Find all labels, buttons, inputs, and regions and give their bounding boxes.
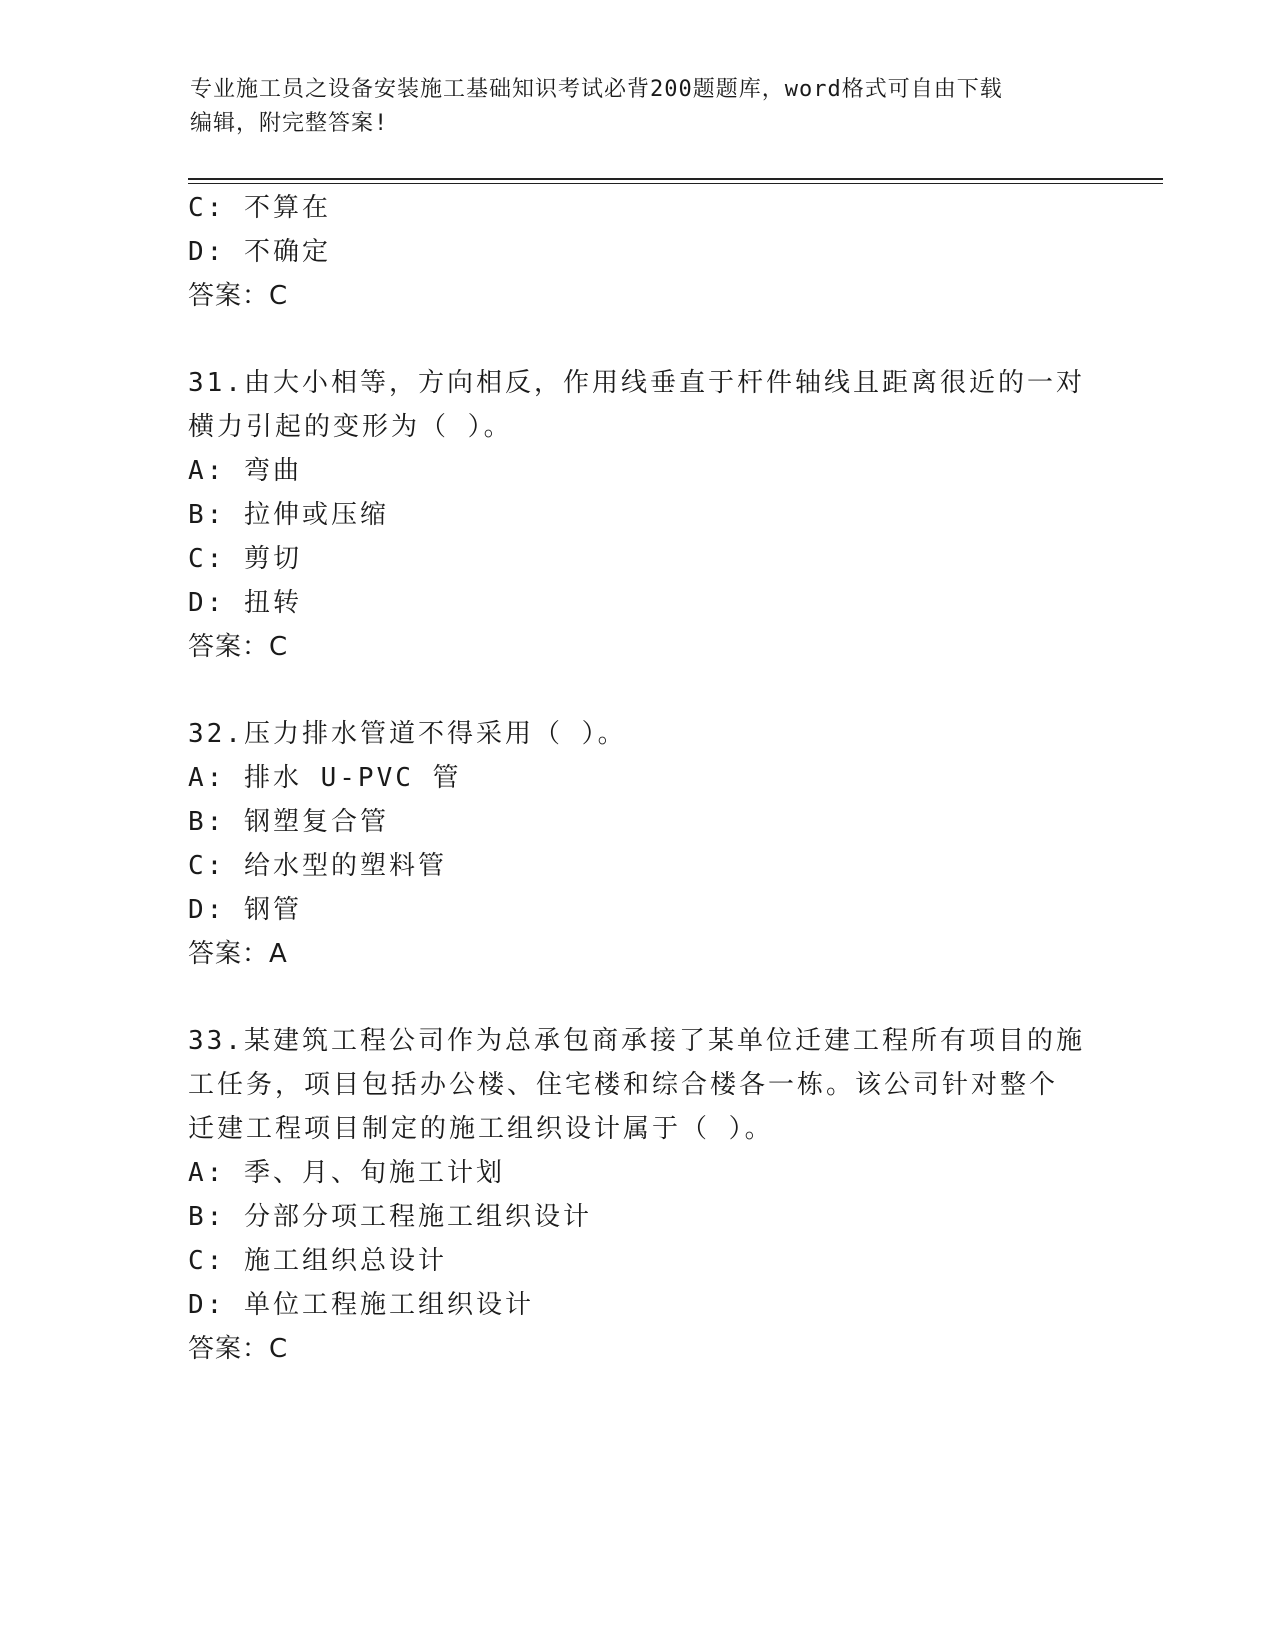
q33-stem-line-3: 迁建工程项目制定的施工组织设计属于（ ）。 — [188, 1114, 774, 1144]
q32-option-d: D: 钢管 — [188, 895, 302, 925]
q31-stem-line-2: 横力引起的变形为（ ）。 — [188, 412, 513, 442]
q30-option-d: D: 不确定 — [188, 237, 331, 267]
header-title-line-1: 专业施工员之设备安装施工基础知识考试必背200题题库，word格式可自由下载 — [190, 77, 1003, 102]
q32-answer: 答案：A — [188, 939, 288, 969]
q30-answer: 答案：C — [188, 281, 289, 311]
q31-option-c: C: 剪切 — [188, 544, 302, 574]
q33-option-a: A: 季、月、旬施工计划 — [188, 1158, 505, 1188]
q33-option-c: C: 施工组织总设计 — [188, 1246, 447, 1276]
q30-option-c: C: 不算在 — [188, 193, 331, 223]
q32-option-b: B: 钢塑复合管 — [188, 807, 389, 837]
header-divider-thick — [188, 178, 1163, 180]
q32-stem-line-1: 32.压力排水管道不得采用（ ）。 — [188, 719, 627, 749]
q33-stem-line-2: 工任务，项目包括办公楼、住宅楼和综合楼各一栋。该公司针对整个 — [188, 1070, 1059, 1100]
q31-option-a: A: 弯曲 — [188, 456, 302, 486]
q31-option-d: D: 扭转 — [188, 588, 302, 618]
q32-option-a: A: 排水 U-PVC 管 — [188, 763, 462, 793]
q33-option-d: D: 单位工程施工组织设计 — [188, 1290, 534, 1320]
q31-answer: 答案：C — [188, 632, 289, 662]
q33-option-b: B: 分部分项工程施工组织设计 — [188, 1202, 592, 1232]
document-header — [190, 73, 1090, 141]
header-title-line-2: 编辑，附完整答案! — [190, 111, 389, 136]
q33-stem-line-1: 33.某建筑工程公司作为总承包商承接了某单位迁建工程所有项目的施 — [188, 1026, 1085, 1056]
q33-answer: 答案：C — [188, 1334, 289, 1364]
q32-option-c: C: 给水型的塑料管 — [188, 851, 447, 881]
q31-option-b: B: 拉伸或压缩 — [188, 500, 389, 530]
q31-stem-line-1: 31.由大小相等，方向相反，作用线垂直于杆件轴线且距离很近的一对 — [188, 368, 1085, 398]
header-divider-thin — [188, 183, 1163, 184]
